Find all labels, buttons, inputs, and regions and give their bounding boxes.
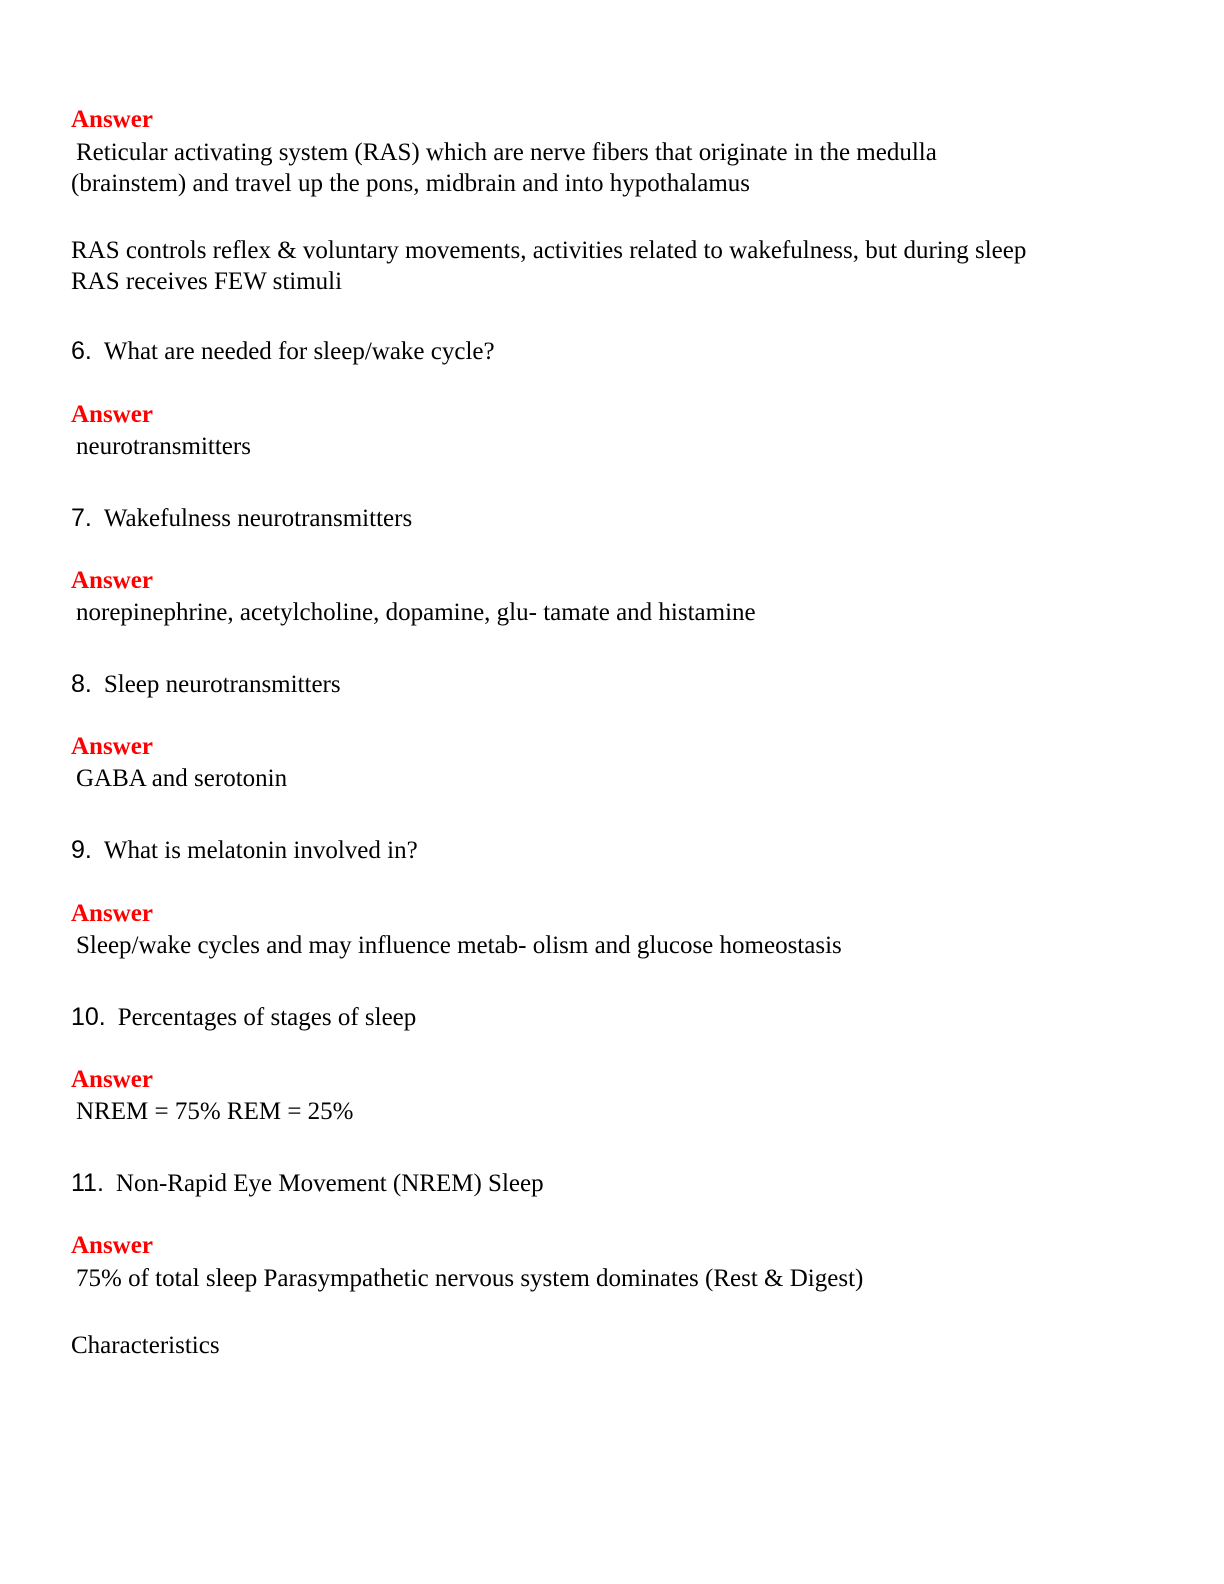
answer-text: NREM = 75% REM = 25%: [76, 1098, 354, 1125]
question-number: 8.: [71, 670, 92, 698]
body-paragraph: RAS controls reflex & voluntary movements, activities related to wakefulness, but during sleep: [71, 237, 1027, 264]
answer-label: Answer: [71, 1232, 153, 1259]
answer-text: Reticular activating system (RAS) which are nerve fibers that originate in the medulla: [76, 139, 937, 166]
question-text: Percentages of stages of sleep: [117, 1004, 417, 1031]
question-text: Sleep neurotransmitters: [103, 671, 341, 698]
answer-label: Answer: [71, 401, 153, 428]
question-11: [71, 1168, 544, 1199]
question-7: [71, 503, 412, 534]
body-paragraph: RAS receives FEW stimuli: [71, 268, 343, 295]
question-number: 9.: [71, 836, 92, 864]
answer-label: Answer: [71, 1066, 153, 1093]
question-text: Wakefulness neurotransmitters: [103, 505, 413, 532]
question-number: 11.: [71, 1169, 104, 1197]
answer-label: Answer: [71, 106, 153, 133]
answer-text: Sleep/wake cycles and may influence metab- olism and glucose homeostasis: [76, 932, 842, 959]
answer-label: Answer: [71, 567, 153, 594]
question-text: What are needed for sleep/wake cycle?: [103, 338, 495, 365]
question-number: 10.: [71, 1003, 106, 1031]
answer-label: Answer: [71, 733, 153, 760]
question-6: [71, 336, 495, 367]
question-number: 7.: [71, 504, 92, 532]
question-number: 6.: [71, 337, 92, 365]
answer-text: GABA and serotonin: [76, 765, 288, 792]
answer-text: norepinephrine, acetylcholine, dopamine, glu- tamate and histamine: [76, 599, 756, 626]
answer-text: 75% of total sleep Parasympathetic nervous system dominates (Rest & Digest): [76, 1265, 864, 1292]
section-heading: Characteristics: [71, 1332, 220, 1359]
question-8: [71, 669, 341, 700]
question-10: [71, 1002, 416, 1033]
answer-text: (brainstem) and travel up the pons, midbrain and into hypothalamus: [71, 170, 751, 197]
question-text: What is melatonin involved in?: [103, 837, 418, 864]
question-9: [71, 835, 418, 866]
answer-label: Answer: [71, 900, 153, 927]
question-text: Non-Rapid Eye Movement (NREM) Sleep: [115, 1170, 544, 1197]
answer-text: neurotransmitters: [76, 433, 251, 460]
